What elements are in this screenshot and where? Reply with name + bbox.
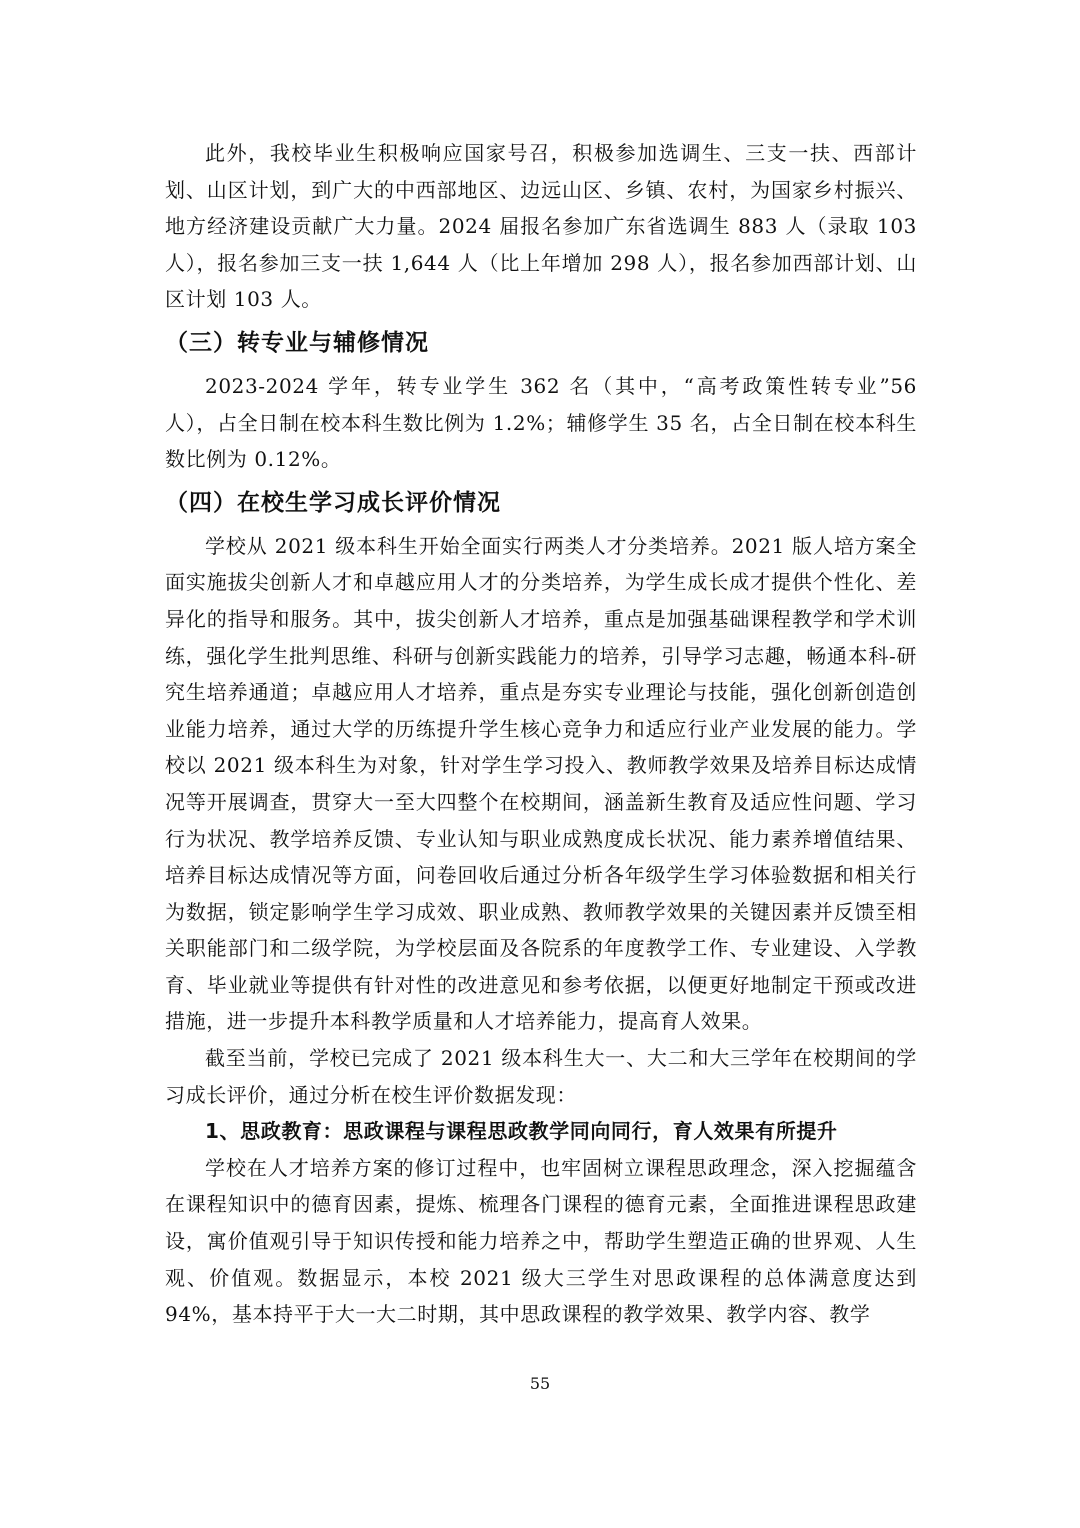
heading-transfer-minor: （三）转专业与辅修情况 [165, 329, 429, 356]
paragraph-evaluation-findings: 截至当前，学校已完成了 2021 级本科生大一、大二和大三学年在校期间的学习成长评价，通过分析在校生评价数据发现： [165, 1046, 917, 1107]
page-body [165, 135, 917, 1333]
paragraph-ideological-education: 学校在人才培养方案的修订过程中，也牢固树立课程思政理念，深入挖掘蕴含在课程知识中的德育因素，提炼、梳理各门课程的德育元素，全面推进课程思政建设，寓价值观引导于知识传授和能力培养之中，帮助学生塑造正确的世界观、人生观、价值观。数据显示，本校 2021 级大三学生对思政课程的总体满意度达到 94%，基本持平于大一大二时期，其中思政课程的教学效果、教学内容、教学 [165, 1155, 917, 1327]
heading-growth-evaluation: （四）在校生学习成长评价情况 [165, 489, 501, 516]
paragraph-transfer-minor: 2023-2024 学年，转专业学生 362 名（其中，“高考政策性转专业”56 人），占全日制在校本科生数比例为 1.2%；辅修学生 35 名，占全日制在校本科生数比例为 0.12%。 [165, 373, 917, 472]
paragraph-graduate-programs: 此外，我校毕业生积极响应国家号召，积极参加选调生、三支一扶、西部计划、山区计划，到广大的中西部地区、边远山区、乡镇、农村，为国家乡村振兴、地方经济建设贡献广大力量。2024 届报名参加广东省选调生 883 人（录取 103 人），报名参加三支一扶 1,644 人（比上年增加 298 人），报名参加西部计划、山区计划 103 人。 [165, 141, 917, 312]
heading-ideological-education: 1、思政教育：思政课程与课程思政教学同向同行，育人效果有所提升 [205, 1119, 838, 1144]
page-number: 55 [529, 1374, 551, 1393]
paragraph-classified-training: 学校从 2021 级本科生开始全面实行两类人才分类培养。2021 版人培方案全面实施拔尖创新人才和卓越应用人才的分类培养，为学生成长成才提供个性化、差异化的指导和服务。其中，拔尖创新人才培养，重点是加强基础课程教学和学术训练，强化学生批判思维、科研与创新实践能力的培养，引导学习志趣，畅通本科-研究生培养通道；卓越应用人才培养，重点是夯实专业理论与技能，强化创新创造创业能力培养，通过大学的历练提升学生核心竞争力和适应行业产业发展的能力。学校以 2021 级本科生为对象，针对学生学习投入、教师教学效果及培养目标达成情况等开展调查，贯穿大一至大四整个在校期间，涵盖新生教育及适应性问题、学习行为状况、教学培养反馈、专业认知与职业成熟度成长状况、能力素养增值结果、培养目标达成情况等方面，问卷回收后通过分析各年级学生学习体验数据和相关行为数据，锁定影响学生学习成效、职业成熟、教师教学效果的关键因素并反馈至相关职能部门和二级学院，为学校层面及各院系的年度教学工作、专业建设、入学教育、毕业就业等提供有针对性的改进意见和参考依据，以便更好地制定干预或改进措施，进一步提升本科教学质量和人才培养能力，提高育人效果。 [165, 533, 917, 1034]
